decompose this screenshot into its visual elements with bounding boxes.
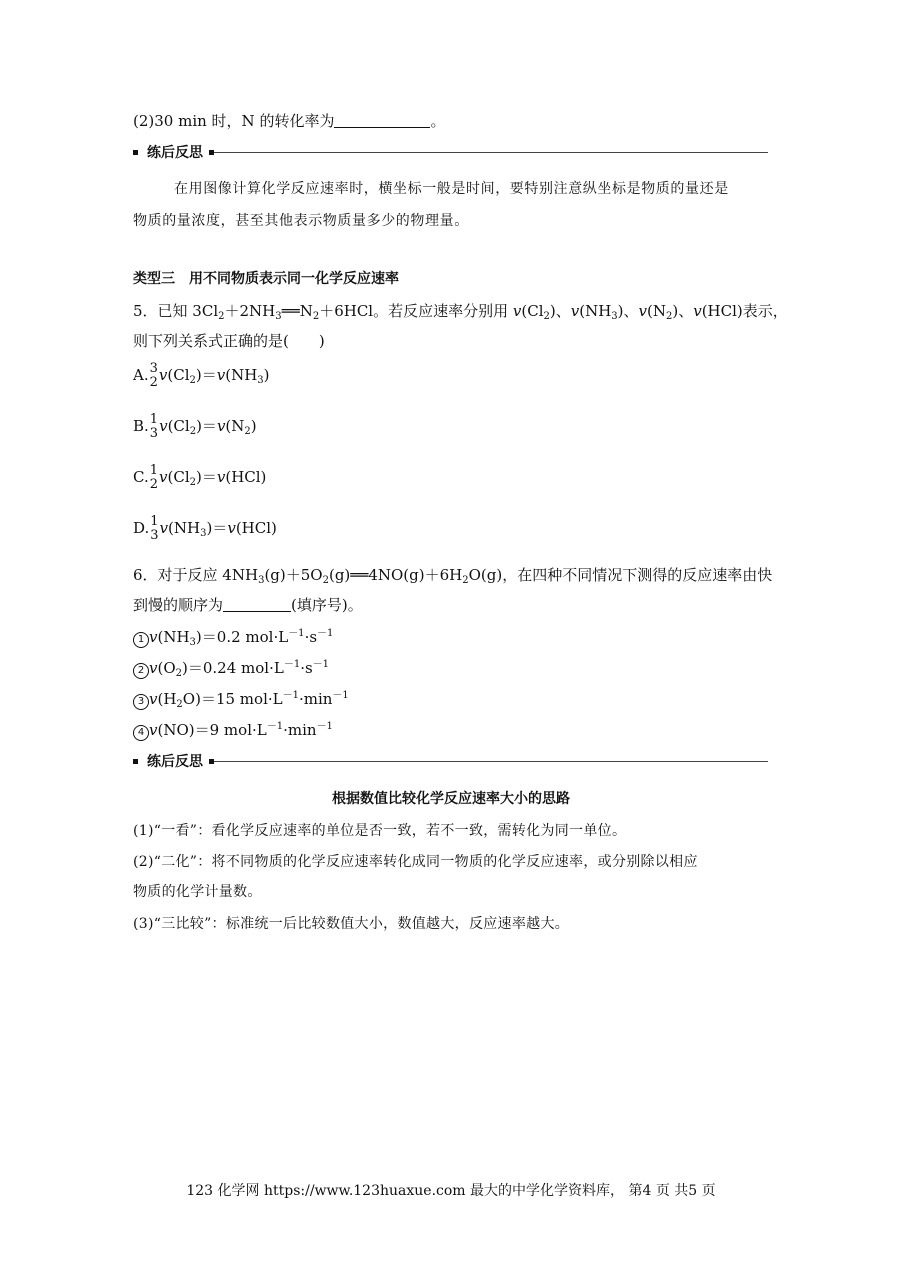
question-5-stem-line-2: 则下列关系式正确的是( ) <box>133 332 325 350</box>
rate-item-3: 3 $v(H_2O)=15$ $mol\cdot L^{-1}\cdot\min^{-1}$ <box>133 688 349 710</box>
fraction: 1 2 <box>149 463 158 492</box>
question-6-stem: 6．对于反应 $4NH_3(g)+5O_2(g)══4NO(g)+6H_2O(g)$，在四种不同情况下测得的反应速率由快 <box>133 566 773 586</box>
type-3-title: 类型三 用不同物质表示同一化学反应速率 <box>133 271 399 287</box>
reflection-2-point-2-line-2: 物质的化学计量数。 <box>133 884 262 900</box>
circled-number-icon: 3 <box>133 694 149 710</box>
page-footer: 123 化学网 https://www.123huaxue.com 最大的中学化学资料库， 第4 页 共5 页 <box>186 1183 716 1199</box>
question-5-stem: 5．已知 $3Cl_2+2NH_3══N_2+6HCl$。若反应速率分别用 $v(Cl_2)$、$v(NH_3)$、$v(N_2)$、v(HCl)表示， <box>133 302 788 322</box>
rate-item-1: 1 $v(NH_3)=0.2$ $mol\cdot L^{-1}\cdot s^{-1}$ <box>133 626 333 648</box>
reflection-2-point-2-line-1: (2)“二化”：将不同物质的化学反应速率转化成同一物质的化学反应速率，或分别除以相应 <box>133 854 698 870</box>
section-header-reflection-2 <box>133 751 768 771</box>
circled-number-icon: 1 <box>133 632 149 648</box>
square-bullet-icon <box>133 759 138 764</box>
divider <box>214 761 768 762</box>
question-4-part-2: (2)30 min 时，N 的转化率为 。 <box>133 112 446 130</box>
reflection-title: 练后反思 <box>147 145 203 161</box>
fraction: 1 3 <box>149 412 159 441</box>
square-bullet-icon <box>133 150 138 155</box>
divider <box>214 152 768 153</box>
rate-item-4: 4 v(NO)＝9 $mol\cdot L^{-1}\cdot\min^{-1}$ <box>133 719 333 741</box>
reflection-1-line-1: 在用图像计算化学反应速率时，横坐标一般是时间，要特别注意纵坐标是物质的量还是 <box>174 181 729 197</box>
reflection-2-heading: 根据数值比较化学反应速率大小的思路 <box>332 791 570 807</box>
rate-item-2: 2 $v(O_2)=0.24$ $mol\cdot L^{-1}\cdot s^{-1}$ <box>133 657 329 679</box>
reflection-2-point-3: (3)“三比较”：标准统一后比较数值大小，数值越大，反应速率越大。 <box>133 916 570 932</box>
option-b: B. 1 3 $v(Cl_2)=v(N_2)$ <box>133 412 257 441</box>
reflection-title: 练后反思 <box>147 754 203 770</box>
fraction: 3 2 <box>149 361 158 390</box>
answer-blank <box>223 597 291 612</box>
fraction: 1 3 <box>150 514 159 543</box>
reflection-2-point-1: (1)“一看”：看化学反应速率的单位是否一致，若不一致，需转化为同一单位。 <box>133 823 627 839</box>
section-header-reflection-1 <box>133 142 768 162</box>
circled-number-icon: 4 <box>133 725 149 741</box>
answer-blank <box>334 113 430 128</box>
option-d: D. 1 3 $v(NH_3)=v(HCl)$ <box>133 514 277 543</box>
option-a: A. 3 2 $v(Cl_2)=v(NH_3)$ <box>133 361 270 390</box>
reflection-1-line-2: 物质的量浓度，甚至其他表示物质量多少的物理量。 <box>133 213 469 229</box>
question-6-stem-line-2: 到慢的顺序为 (填序号)。 <box>133 596 363 614</box>
circled-number-icon: 2 <box>133 663 149 679</box>
option-c: C. 1 2 $v(Cl_2)=v(HCl)$ <box>133 463 267 492</box>
